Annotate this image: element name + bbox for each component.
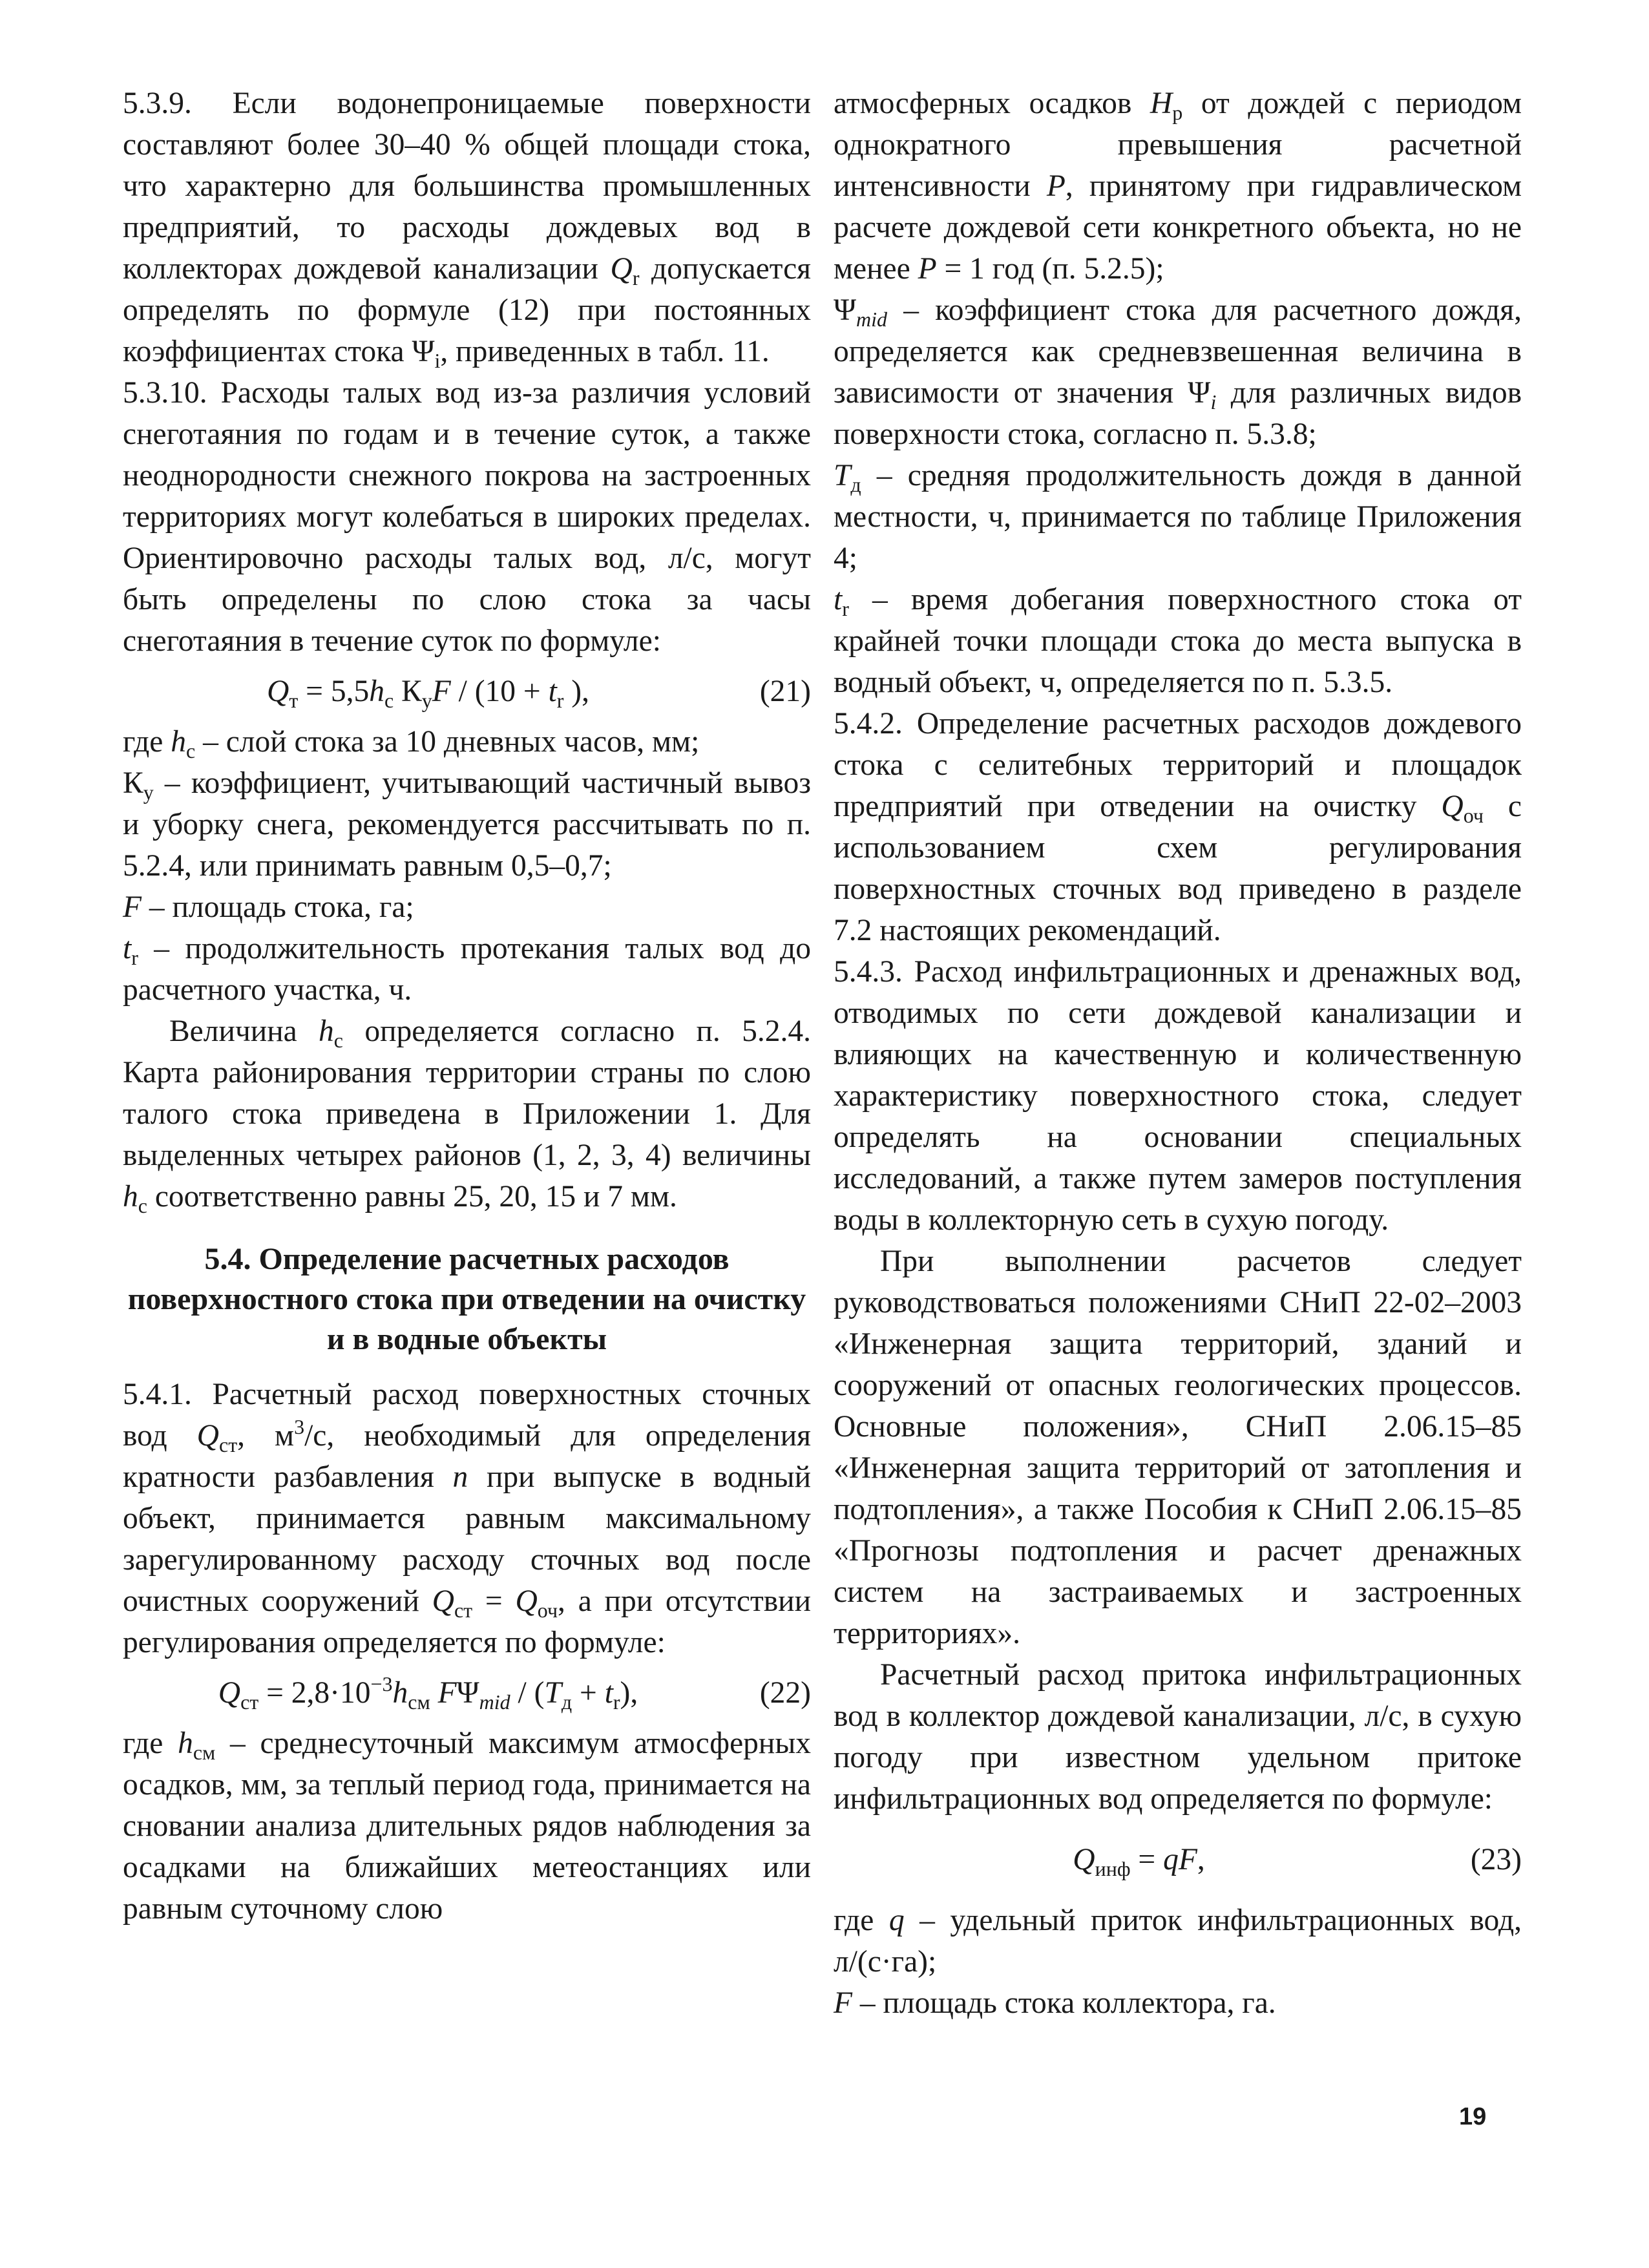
- definition-ky: $К_у$ – коэффициент, учитывающий частичный вывоз и уборку снега, рекомендуется рассчитывать по п. 5.2.4, или принимать равным 0,5–0,7;: [123, 766, 811, 883]
- paragraph-hc-value: Величина $h_с$ определяется согласно п. 5.2.4. Карта районирования территории страны по слою талого стока приведена в Приложении 1. Для выделенных четырех районов (1, 2, 3, 4) величины $h_с$ соответственно равны 25, 20, 15 и 7 мм.: [123, 1014, 811, 1217]
- definition-td: $T_д$ – средняя продолжительность дождя в данной местности, ч, принимается по таблице Приложения 4;: [834, 459, 1522, 575]
- definition-f: F – площадь стока, га;: [123, 890, 414, 924]
- section-heading-5-4: 5.4. Определение расчетных расходов поверхностного стока при отведении на очистку и в водные объекты: [127, 1242, 806, 1356]
- definition-tr-runoff: $t_r$ – время добегания поверхностного стока от крайней точки площади стока до места выпуска в водный объект, ч, определяется по п. 5.3.5.: [834, 583, 1522, 699]
- definition-q: где q – удельный приток инфильтрационных вод, л/(с·га);: [834, 1904, 1522, 1979]
- paragraph-5-4-1: 5.4.1. Расчетный расход поверхностных сточных вод $Q_{ст}$, $м^3/с$, необходимый для определения кратности разбавления n при выпуске в водный объект, принимается равным максимальному зарегулированному расходу сточных вод после очистных сооружений $Q_{ст} = Q_{оч}$, а при отсутствии регулирования определяется по формуле:: [123, 1378, 812, 1659]
- paragraph-5-3-10: 5.3.10. Расходы талых вод из-за различия условий снеготаяния по годам и в течение суток, а также неоднородности снежного покрова на застроенных территориях могут колебаться в широких пределах. Ориентировочно расходы талых вод, л/с, могут быть определены по слою стока за часы снеготаяния в течение суток по формуле:: [123, 376, 811, 658]
- formula-22: $Q_{ст} = 2,8\cdot 10^{-3}h_{см}$ $F\Psi_{mid} / (T_д + t_r)$, (22): [218, 1672, 811, 1714]
- definition-continuation: атмосферных осадков $H_р$ от дождей с периодом однократного превышения расчетной интенсивности P, принятому при гидравлическом расчете дождевой сети конкретного объекта, но не менее P = 1 год (п. 5.2.5);: [834, 87, 1522, 286]
- right-column: [834, 83, 1522, 2024]
- formula-23: $Q_{инф}$ = qF, (23): [1073, 1843, 1522, 1880]
- left-column: [123, 83, 811, 1929]
- definition-tr: $t_r$ – продолжительность протекания талых вод до расчетного участка, ч.: [123, 932, 812, 1007]
- definition-hcm: где $h_{см}$ – среднесуточный максимум атмосферных осадков, мм, за теплый период года, принимается на сновании анализа длительных рядов наблюдения за осадками на ближайших метеостанциях или равным суточному слою: [123, 1727, 812, 1926]
- paragraph-5-4-3: 5.4.3. Расход инфильтрационных и дренажных вод, отводимых по сети дождевой канализации и влияющих на качественную и количественную характеристику поверхностного стока, следует определять на основании специальных исследований, а также путем замеров поступления воды в коллекторную сеть в сухую погоду.: [834, 955, 1522, 1237]
- definition-hc: где $h_с$ – слой стока за 10 дневных часов, мм;: [123, 725, 700, 762]
- page-number: 19: [1459, 2103, 1487, 2130]
- formula-21: $Q_т = 5,5h_с$ $К_уF / (10 + t_r$ ), (21): [267, 675, 811, 712]
- paragraph-5-3-9: 5.3.9. Если водонепроницаемые поверхности составляют более 30–40 % общей площади стока, что характерно для большинства промышленных предприятий, то расходы дождевых вод в коллекторах дождевой канализации $Q_r$ допускается определять по формуле (12) при постоянных коэффициентах стока $\Psi_i$, приведенных в табл. 11.: [123, 87, 811, 372]
- definition-f-collector: F – площадь стока коллектора, га.: [834, 1986, 1276, 2020]
- paragraph-5-4-2: 5.4.2. Определение расчетных расходов дождевого стока с селитебных территорий и площадок предприятий при отведении на очистку $Q_{оч}$ с использованием схем регулирования поверхностных сточных вод приведено в разделе 7.2 настоящих рекомендаций.: [834, 707, 1522, 947]
- paragraph-snip: При выполнении расчетов следует руководствоваться положениями СНиП 22-02–2003 «Инженерная защита территорий, зданий и сооружений от опасных геологических процессов. Основные положения», СНиП 2.06.15–85 «Инженерная защита территорий от затопления и подтопления», а также Пособия к СНиП 2.06.15–85 «Прогнозы подтопления и расчет дренажных систем на застраиваемых и застроенных территориях».: [834, 1244, 1522, 1650]
- definition-psi-mid: $\Psi_{mid}$ – коэффициент стока для расчетного дождя, определяется как средневзвешенная величина в зависимости от значения $\Psi_i$ для различных видов поверхности стока, согласно п. 5.3.8;: [834, 293, 1522, 451]
- paragraph-infiltration: Расчетный расход притока инфильтрационных вод в коллектор дождевой канализации, л/с, в сухую погоду при известном удельном притоке инфильтрационных вод определяется по формуле:: [834, 1658, 1522, 1816]
